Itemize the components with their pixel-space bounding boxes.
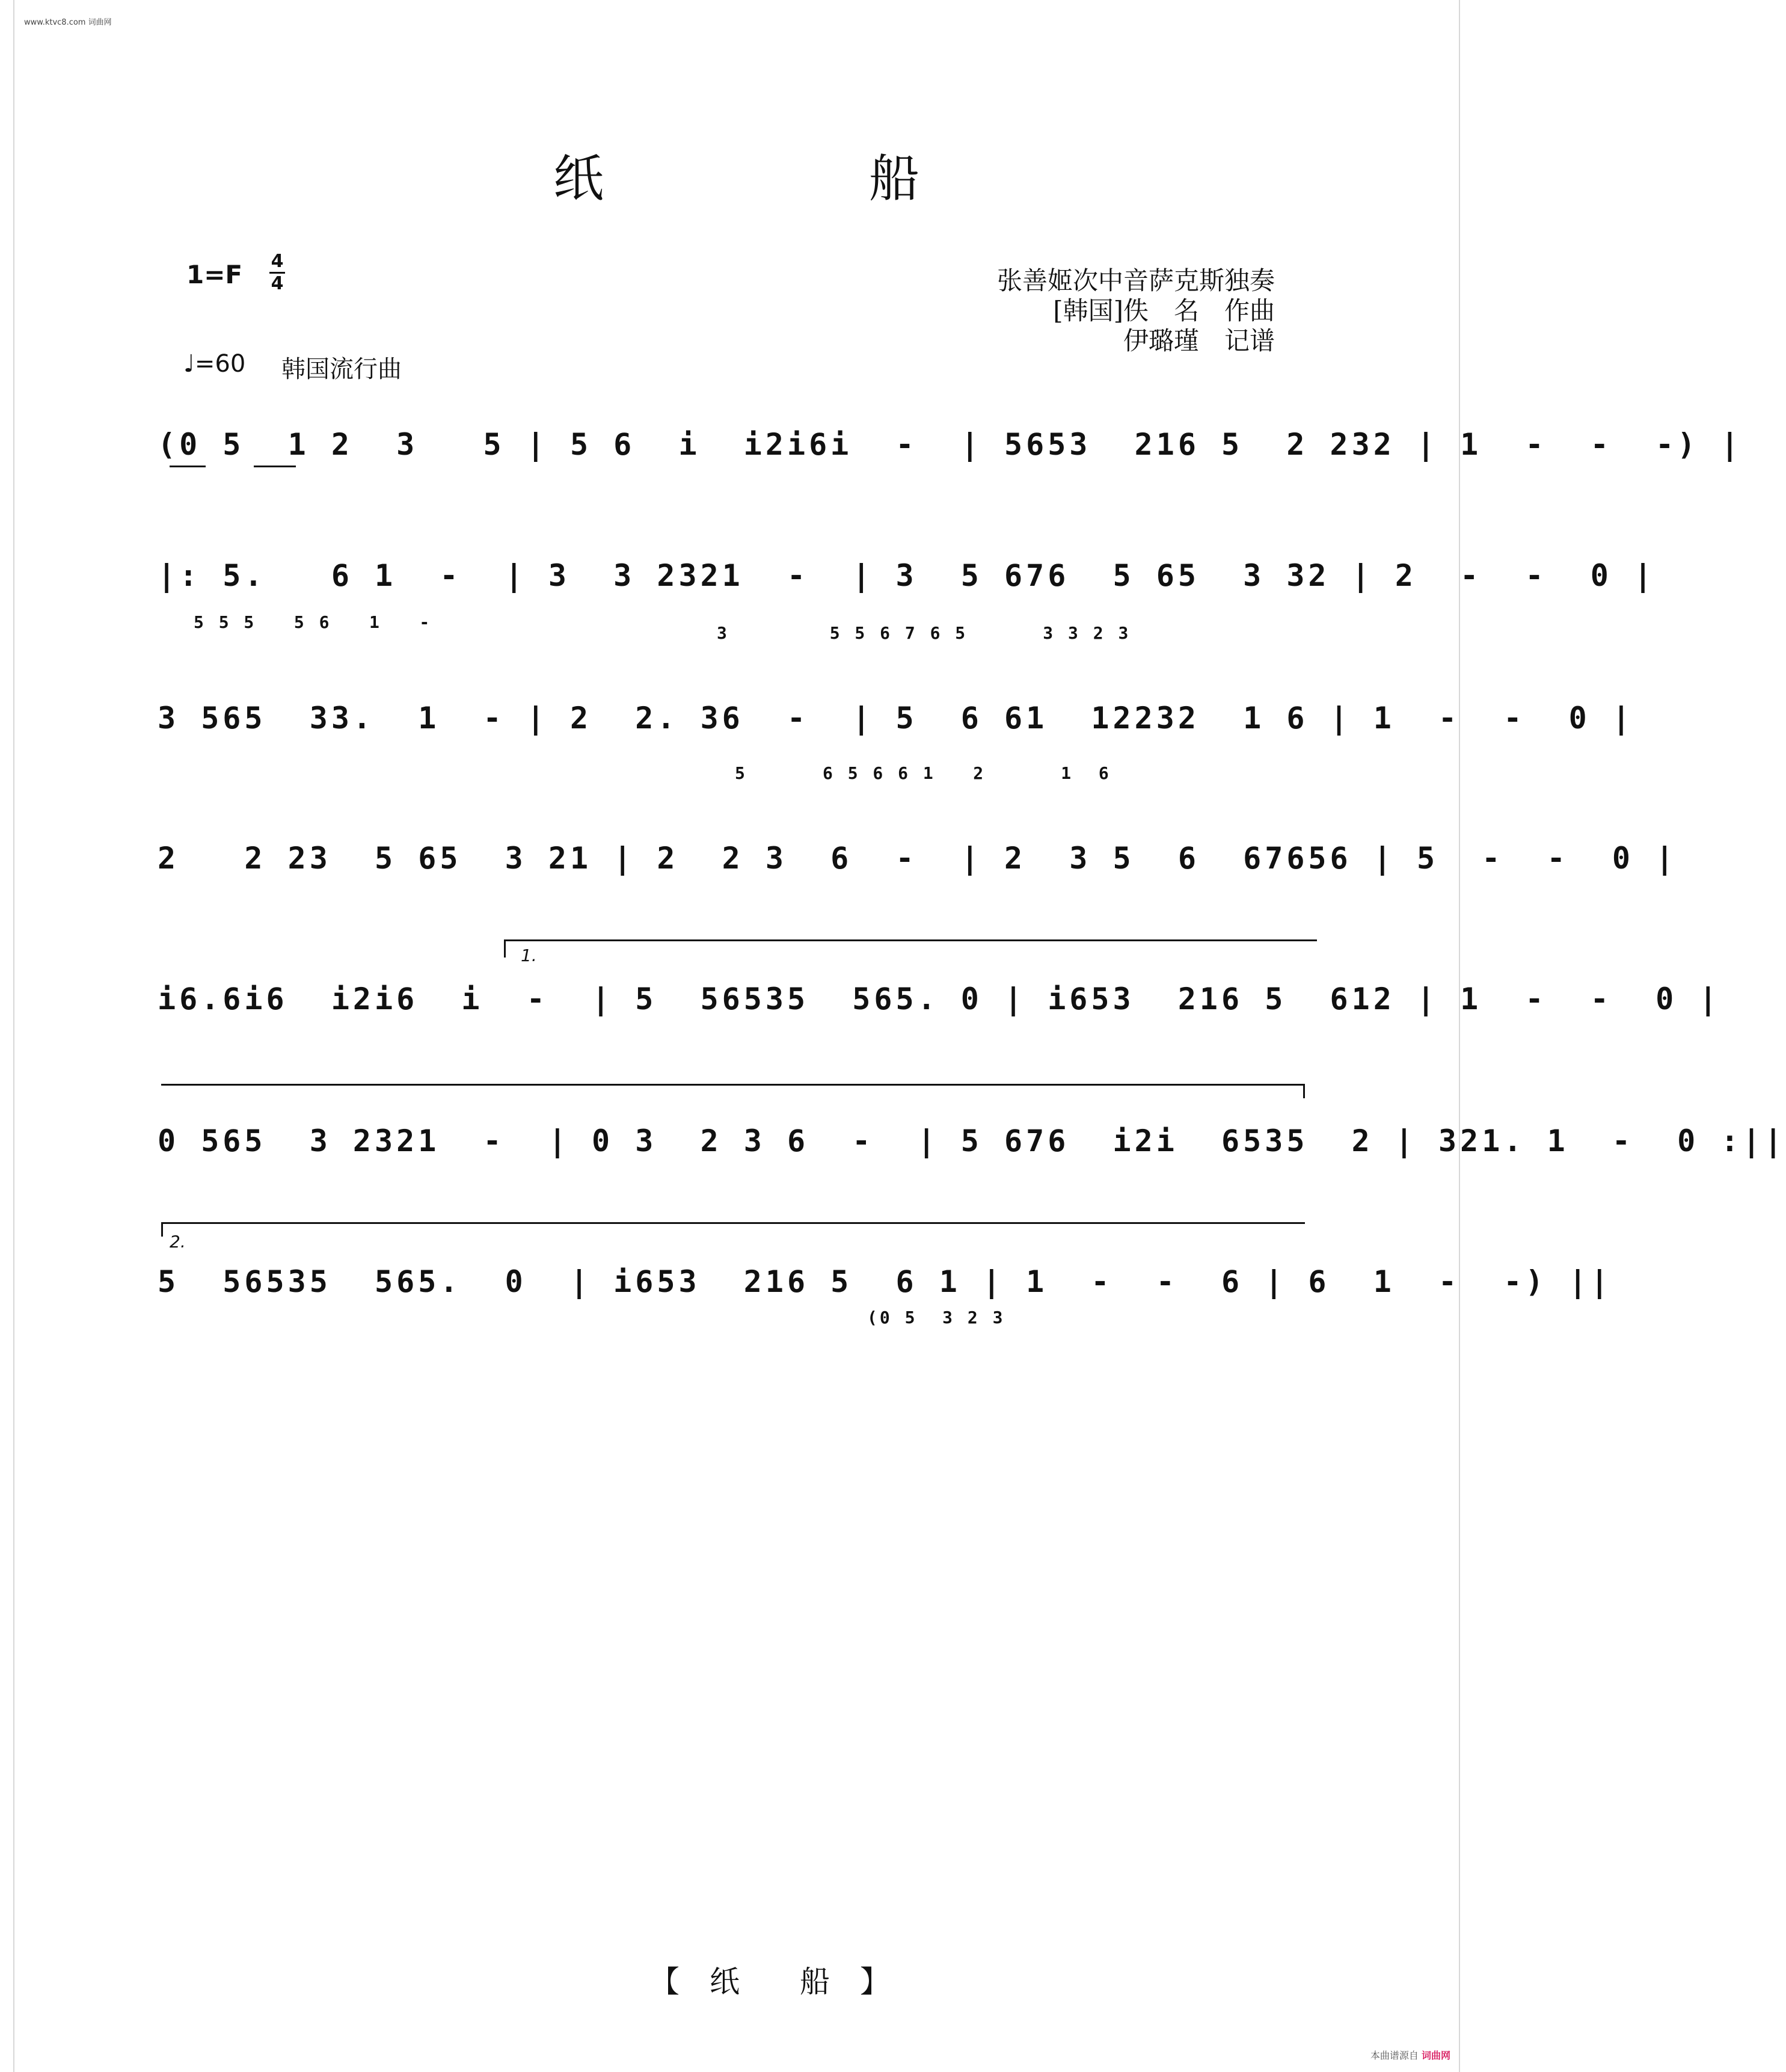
score-line-5: [158, 982, 1721, 1030]
ending-1-continuation-hook: [1303, 1084, 1305, 1098]
notation-text: i6.6i6 i2i6 i - | 5 56535 565. 0 | i653 216 5 612 | 1 - - 0 |: [158, 982, 1721, 1016]
ending-2-label: 2.: [170, 1232, 186, 1252]
genre-label: 韩国流行曲: [281, 355, 402, 383]
composer-credit: [韩国]佚 名 作曲: [1053, 296, 1275, 325]
performer-credit: 张善姬次中音萨克斯独奏: [996, 266, 1275, 295]
notation-text: (0 5 1 2 3 5 | 5 6 i i2i6i - | 5653 216 5 2 232 | 1 - - -) |: [158, 427, 1743, 462]
score-line-6: [158, 1124, 1786, 1172]
site-header: [24, 16, 112, 27]
site-url[interactable]: www.ktvc8.com: [24, 18, 86, 27]
score-line-3: [158, 701, 1634, 797]
title-char-2: 船: [869, 149, 920, 208]
score-line-2: [158, 558, 1656, 654]
notation-text: 3 565 33. 1 - | 2 2. 36 - | 5 6 61 12232 1 6 | 1 - - 0 |: [158, 701, 1634, 736]
title-char-1: 纸: [553, 149, 604, 208]
source-label: 本曲谱源自: [1370, 2050, 1419, 2061]
right-watermark-strip: [1464, 0, 1472, 2072]
notation-text: 5 56535 565. 0 | i653 216 5 6 1 | 1 - - 6 | 6 1 - -) ||: [158, 1264, 1612, 1299]
score-line-4: [158, 841, 1678, 889]
left-page-border: [13, 0, 14, 2072]
ending-1-label: 1.: [521, 945, 537, 965]
score-line-7: [158, 1264, 1612, 1348]
source-brand: 词曲网: [1421, 2050, 1450, 2061]
ending-2-bracket-hook: [161, 1222, 163, 1237]
ending-1-bracket: [504, 939, 1317, 941]
score-line-1: [158, 427, 1743, 475]
site-name[interactable]: 词曲网: [88, 18, 112, 27]
grace-note-text: 3 5 5 6 7 6 5 3 3 2 3: [717, 623, 1131, 643]
notation-text: 0 565 3 2321 - | 0 3 2 3 6 - | 5 676 i2i 6535 2 | 321. 1 - 0 :||: [158, 1124, 1786, 1158]
grace-note-text: (0 5 3 2 3: [867, 1308, 1005, 1327]
tempo-marking: ♩=60: [183, 350, 246, 378]
time-signature-top: 4: [271, 251, 284, 272]
notation-text: |: 5. 6 1 - | 3 3 2321 - | 3 5 676 5 65 3 32 | 2 - - 0 |: [158, 558, 1656, 593]
key-signature: 1=F: [186, 260, 243, 289]
credits-block: [997, 266, 1275, 356]
grace-note-text: 5 6 5 6 6 1 2 1 6: [735, 763, 1111, 783]
time-signature: [269, 253, 285, 293]
left-watermark-strip: [1, 0, 10, 2072]
source-brand-mark[interactable]: [1370, 2048, 1450, 2062]
grace-note-text: 5 5 5 5 6 1 -: [194, 612, 432, 632]
time-signature-bottom: 4: [271, 273, 284, 294]
ending-1-continuation: [161, 1084, 1305, 1086]
footer-caption: 【 纸 船 】: [649, 1964, 890, 1999]
beam-line: [170, 466, 206, 467]
notation-text: 2 2 23 5 65 3 21 | 2 2 3 6 - | 2 3 5 6 67656 | 5 - - 0 |: [158, 841, 1678, 876]
beam-line: [254, 466, 296, 467]
right-page-border: [1459, 0, 1460, 2072]
transcriber-credit: 伊璐瑾 记谱: [1123, 326, 1275, 355]
ending-2-bracket: [161, 1222, 1305, 1224]
ending-1-bracket-hook: [504, 939, 506, 958]
